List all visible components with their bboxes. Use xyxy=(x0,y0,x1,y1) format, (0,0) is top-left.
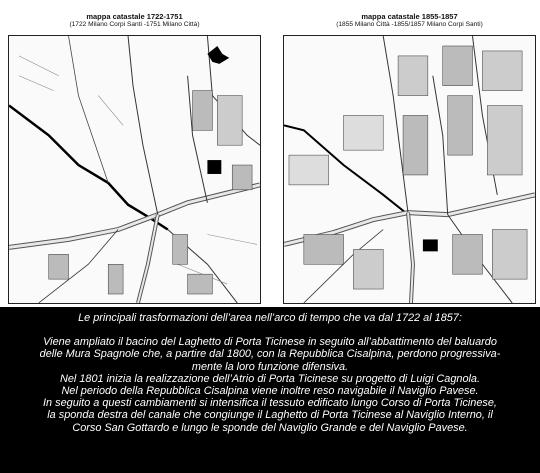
cadastral-map-1722 xyxy=(8,35,261,304)
cadastral-map-drawing xyxy=(9,36,260,303)
map-subtitle: (1855 Milano Città -1855/1857 Milano Corpi Santi) xyxy=(336,21,483,28)
caption-line: la sponda destra del canale che congiunge il Laghetto di Porta Ticinese al Naviglio Interno, il xyxy=(47,409,493,422)
map-title: mappa catastale 1722-1751 xyxy=(86,12,183,21)
cadastral-map-drawing xyxy=(284,36,535,303)
caption-line: Nel 1801 inizia la realizzazione dell’Atrio di Porta Ticinese su progetto di Luigi Cagnola. xyxy=(59,372,481,385)
map-1855-1857 xyxy=(283,10,536,304)
caption-line: delle Mura Spagnole che, a partire dal 1800, con la Repubblica Cisalpina, perdono progressiva- xyxy=(39,348,501,361)
map-title: mappa catastale 1855-1857 xyxy=(361,12,458,21)
caption-line: mente la loro funzione difensiva. xyxy=(191,360,349,373)
caption-line: Nel periodo della Repubblica Cisalpina viene inoltre reso navigabile il Naviglio Pavese. xyxy=(61,385,479,398)
map-subtitle: (1722 Milano Corpi Santi -1751 Milano Città) xyxy=(69,21,200,28)
caption-line: In seguito a questi cambiamenti si intensifica il tessuto edificato lungo Corso di Porta Ticinese, xyxy=(43,397,497,410)
caption-text xyxy=(0,312,540,434)
caption-line: Viene ampliato il bacino del Laghetto di Porta Ticinese in seguito all’abbattimento del baluardo xyxy=(43,336,497,349)
cadastral-map-1855 xyxy=(283,35,536,304)
caption-line: Corso San Gottardo e lungo le sponde del Naviglio Grande e del Naviglio Pavese. xyxy=(72,421,468,434)
map-1722-1751 xyxy=(8,10,261,304)
caption-intro: Le principali trasformazioni dell’area nell’arco di tempo che va dal 1722 al 1857: xyxy=(78,312,462,324)
